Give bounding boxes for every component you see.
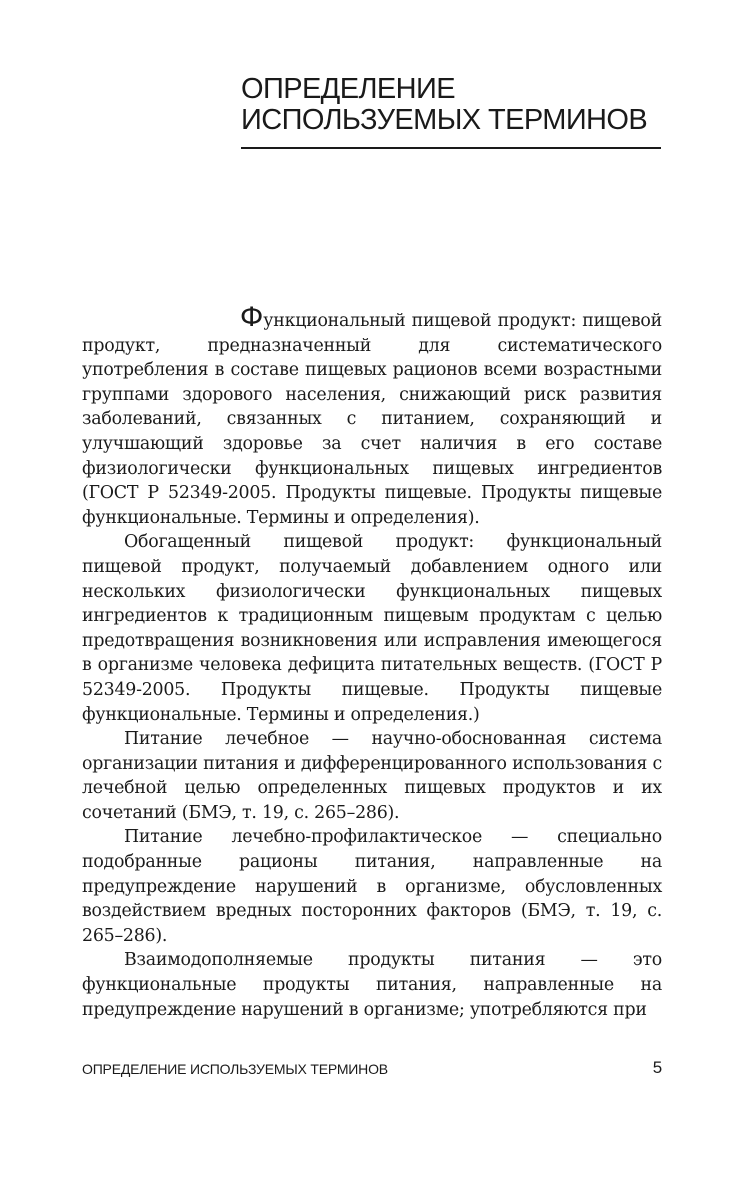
- body-text: [82, 304, 662, 1022]
- page-number: 5: [652, 1058, 662, 1077]
- running-title: ОПРЕДЕЛЕНИЕ ИСПОЛЬЗУЕМЫХ ТЕРМИНОВ: [82, 1061, 388, 1077]
- paragraph-complementary-products: Взаимодополняемые продукты питания — это функциональные продукты питания, направленные на предупреждение нарушений в организме; употребляются при: [82, 950, 662, 1020]
- initial-letter: Ф: [240, 302, 264, 333]
- paragraph-text: ункциональный пищевой продукт: пищевой продукт, предназначенный для систематического употребления в составе пищевых рационов всеми возрастными группами здорового населения, снижающий риск развития заболеваний, связанных с питанием, сохраняющий и улучшающий здоровье за счет наличия в его составе физиологически функциональных пищевых ингредиентов (ГОСТ Р 52349-2005. Продукты пищевые. Продукты пищевые функциональные. Термины и определения).: [82, 311, 662, 528]
- paragraph-preventive-nutrition: Питание лечебно-профилактическое — специально подобранные рационы питания, направленные на предупреждение нарушений в организме, обусловленных воздействием вредных посторонних факторов (БМЭ, т. 19, с. 265–286).: [82, 827, 662, 946]
- paragraph-functional-food: [82, 304, 662, 530]
- paragraph-therapeutic-nutrition: Питание лечебное — научно-обоснованная система организации питания и дифференцированного использования с лечебной целью определенных пищевых продуктов и их сочетаний (БМЭ, т. 19, с. 265–286).: [82, 729, 662, 823]
- chapter-heading-line-1: ОПРЕДЕЛЕНИЕ: [241, 73, 455, 105]
- chapter-heading: [241, 74, 661, 136]
- chapter-heading-line-2: ИСПОЛЬЗУЕМЫХ ТЕРМИНОВ: [241, 104, 648, 136]
- running-footer: [82, 1060, 662, 1078]
- heading-rule: [241, 147, 661, 149]
- paragraph-enriched-food: Обогащенный пищевой продукт: функциональный пищевой продукт, получаемый добавлением одного или нескольких физиологически функциональных пищевых ингредиентов к традиционным пищевым продуктам с целью предотвращения возникновения или исправления имеющегося в организме человека дефицита питательных веществ. (ГОСТ Р 52349-2005. Продукты пищевые. Продукты пищевые функциональные. Термины и определения.): [82, 532, 662, 725]
